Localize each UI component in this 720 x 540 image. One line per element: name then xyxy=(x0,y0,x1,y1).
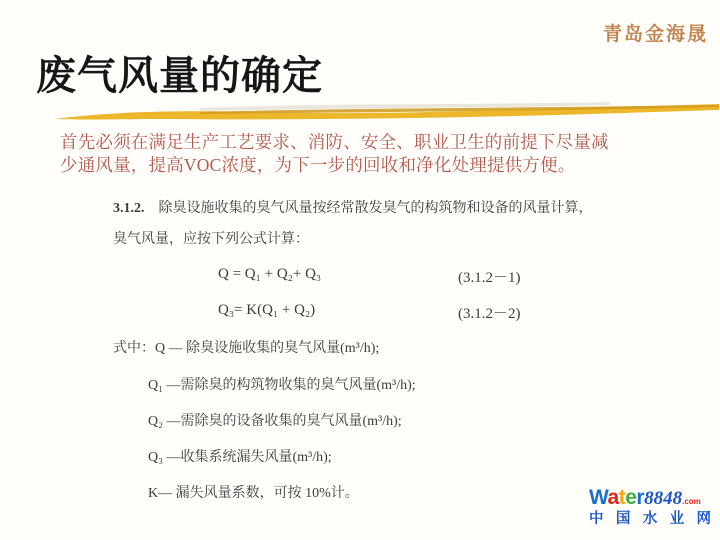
intro-line-1: 首先必须在满足生产工艺要求、消防、安全、职业卫生的前提下尽量减 xyxy=(60,132,609,152)
logo-number: 8848 xyxy=(644,488,683,509)
page-title: 废气风量的确定 xyxy=(36,53,323,98)
formula-1-number: (3.1.2－1) xyxy=(458,270,521,286)
definition-Q: 式中：Q — 除臭设施收集的臭气风量(m³/h); xyxy=(113,341,380,356)
formula-1-expression: Q = Q₁ + Q₂+ Q₃ xyxy=(218,266,322,282)
logo-subtitle-char: 水 xyxy=(642,511,658,527)
definition-Q2: Q₂ —需除臭的设备收集的臭气风量(m³/h); xyxy=(148,414,402,429)
logo-letter-r: r xyxy=(636,486,645,509)
water8848-logo xyxy=(589,487,715,527)
intro-line-2: 少通风量，提高VOC浓度，为下一步的回收和净化处理提供方便。 xyxy=(60,154,576,175)
logo-subtitle-char: 中 xyxy=(589,511,604,527)
logo-subtitle-char: 网 xyxy=(696,511,711,527)
logo-subtitle-char: 国 xyxy=(615,511,631,527)
logo-letter-t: t xyxy=(618,486,626,509)
logo-tld: .com xyxy=(682,497,701,506)
clause-continuation-line: 臭气风量，应按下列公式计算： xyxy=(113,232,309,247)
definition-Q3: Q₃ —收集系统漏失风量(m³/h); xyxy=(148,450,332,465)
clause-heading-line xyxy=(113,197,593,217)
logo-letter-a: a xyxy=(607,486,619,509)
water8848-wordmark xyxy=(589,487,715,508)
formula-2-number: (3.1.2－2) xyxy=(458,306,521,322)
definition-K: K— 漏失风量系数，可按 10%计。 xyxy=(148,486,359,501)
logo-subtitle xyxy=(589,512,711,527)
logo-letter-W: W xyxy=(589,486,608,509)
company-name: 青岛金海晟 xyxy=(602,24,708,45)
clause-text: 除臭设施收集的臭气风量按经常散发臭气的构筑物和设备的风量计算， xyxy=(158,201,593,216)
clause-number: 3.1.2. xyxy=(113,201,145,216)
formula-2-expression: Q₃= K(Q₁ + Q₂) xyxy=(218,302,316,318)
definition-Q1: Q₁ —需除臭的构筑物收集的臭气风量(m³/h); xyxy=(148,378,416,393)
logo-letter-e: e xyxy=(625,486,637,509)
logo-subtitle-char: 业 xyxy=(669,511,685,527)
